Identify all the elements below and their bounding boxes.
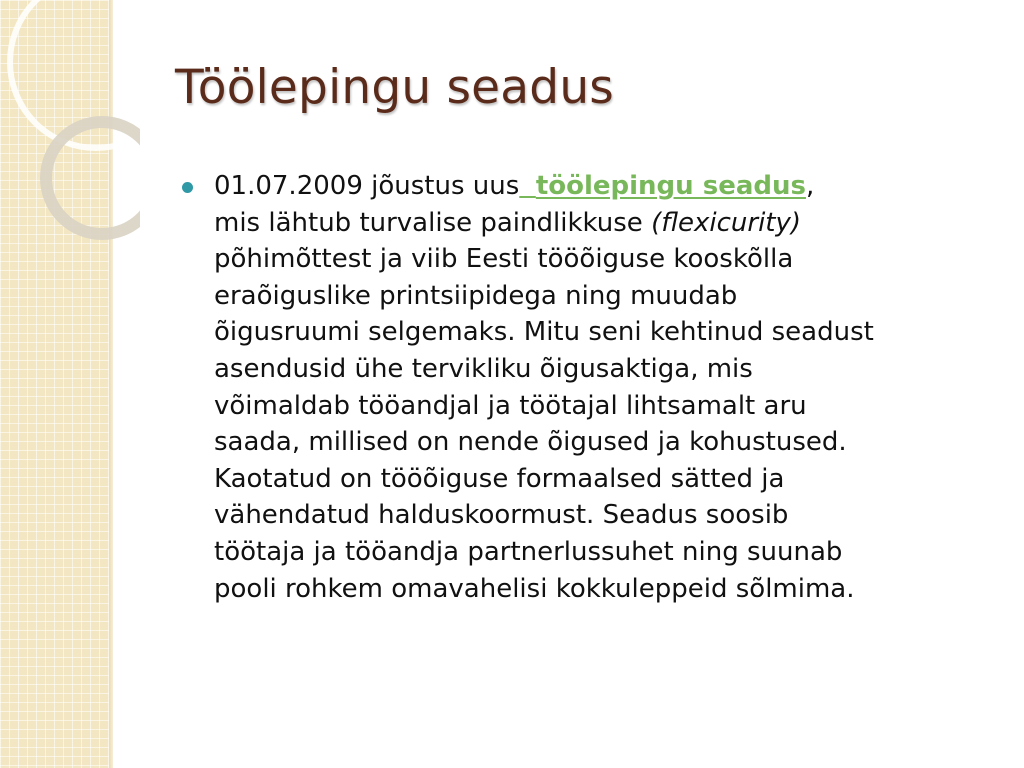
bullet-line-1	[214, 168, 982, 205]
bullet-line: võimaldab tööandjal ja töötajal lihtsamalt aru	[214, 390, 807, 421]
bullet-line-2-text: mis lähtub turvalise paindlikkuse	[214, 207, 652, 238]
decorative-rings	[0, 0, 140, 260]
bullet-line: pooli rohkem omavahelisi kokkuleppeid sõlmima.	[214, 573, 855, 604]
slide-title: Töölepingu seadus	[175, 60, 614, 115]
bullet-line: Kaotatud on tööõiguse formaalsed sätted ja	[214, 463, 785, 494]
bullet-line: asendusid ühe tervikliku õigusaktiga, mis	[214, 353, 753, 384]
bullet-line: töötaja ja tööandja partnerlussuhet ning suunab	[214, 536, 843, 567]
bullet-line-1-text: 01.07.2009 jõustus uus	[214, 171, 520, 201]
bullet-line: eraõiguslike printsiipidega ning muudab	[214, 280, 738, 311]
bullet-line-2	[214, 205, 982, 242]
bullet-line-1-comma: ,	[805, 171, 815, 201]
bullet-line: vähendatud halduskoormust. Seadus soosib	[214, 500, 789, 531]
bullet-line: õigusruumi selgemaks. Mitu seni kehtinud seadust	[214, 317, 874, 348]
slide-body	[182, 168, 982, 607]
bullet-text	[214, 168, 982, 607]
bullet-line: saada, millised on nende õigused ja kohustused.	[214, 427, 847, 458]
bullet-dot-icon	[182, 182, 193, 193]
bullet-item	[182, 168, 982, 607]
link-spacer	[519, 171, 536, 201]
bullet-line: põhimõttest ja viib Eesti tööõiguse kooskõlla	[214, 244, 794, 275]
toolepingu-seadus-link[interactable]: töölepingu seadus	[535, 171, 806, 201]
flexicurity-term: (flexicurity)	[651, 207, 802, 238]
decorative-ring-small	[46, 122, 140, 234]
